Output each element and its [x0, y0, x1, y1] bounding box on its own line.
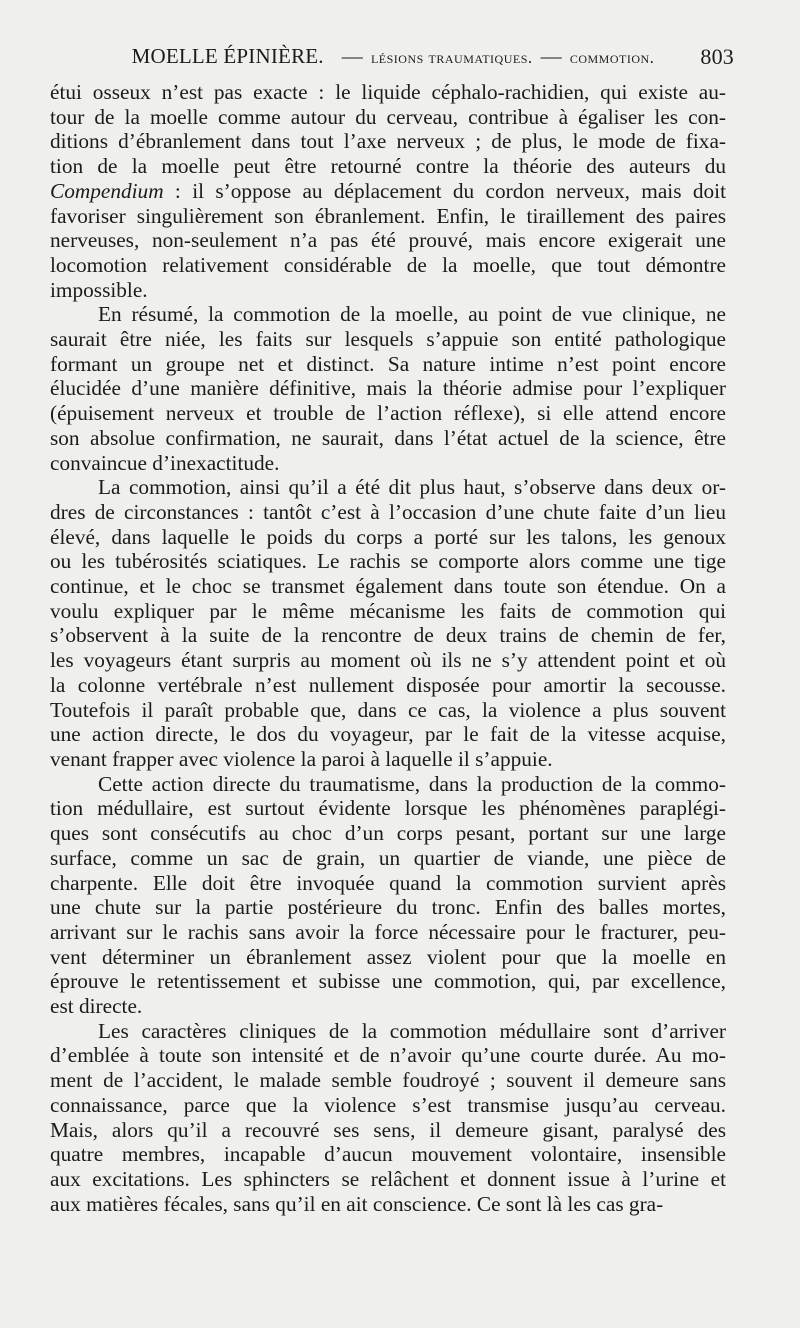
text-line: une chute sur la partie postérieure du tronc. Enfin des balles mortes, [50, 895, 726, 920]
text-line: locomotion relativement considérable de la moelle, que tout démontre [50, 252, 726, 277]
text-line: aux excitations. Les sphincters se relâchent et donnent issue à l’urine et [50, 1166, 726, 1191]
body-text [50, 80, 726, 1216]
header-title: MOELLE ÉPINIÈRE. [131, 44, 324, 68]
text-line: son absolue confirmation, ne saurait, dans l’état actuel de la science, être [50, 425, 726, 450]
header-separator: — [540, 44, 562, 68]
text-line: surface, comme un sac de grain, un quartier de viande, une pièce de [50, 845, 726, 870]
text-line: d’emblée à toute son intensité et de n’avoir qu’une courte durée. Au mo- [50, 1043, 726, 1068]
text-line: (épuisement nerveux et trouble de l’action réflexe), si elle attend encore [50, 401, 726, 426]
paragraph [50, 475, 726, 771]
text-line: continue, et le choc se transmet également dans toute son étendue. On a [50, 574, 726, 599]
text-line: Mais, alors qu’il a recouvré ses sens, il demeure gisant, paralysé des [50, 1117, 726, 1142]
text-line: Cette action directe du traumatisme, dans la production de la commo- [98, 771, 726, 796]
text-line: les voyageurs étant surpris au moment où ils ne s’y attendent point et où [50, 648, 726, 673]
text-line: élevé, dans laquelle le poids du corps a porté sur les talons, les genoux [50, 524, 726, 549]
text-line: ditions d’ébranlement dans tout l’axe nerveux ; de plus, le mode de fixa- [50, 129, 726, 154]
text-line: convaincue d’inexactitude. [50, 450, 280, 475]
text-line: La commotion, ainsi qu’il a été dit plus haut, s’observe dans deux or- [98, 475, 726, 500]
text-line: tour de la moelle comme autour du cerveau, contribue à égaliser les con- [50, 104, 726, 129]
text-line: ment de l’accident, le malade semble foudroyé ; souvent il demeure sans [50, 1068, 726, 1093]
header-separator: — [341, 44, 363, 68]
text-line: ques sont consécutifs au choc d’un corps pesant, portant sur une large [50, 821, 726, 846]
text-line: venant frapper avec violence la paroi à laquelle il s’appuie. [50, 746, 553, 771]
paragraph [50, 302, 726, 475]
text-line: élucidée d’une manière définitive, mais la théorie admise pour l’expliquer [50, 376, 726, 401]
text-line: s’observent à la suite de la rencontre de deux trains de chemin de fer, [50, 623, 726, 648]
paragraph [50, 772, 726, 1019]
text-line: tion médullaire, est surtout évidente lorsque les phénomènes paraplégi- [50, 796, 726, 821]
text-line: ou les tubérosités sciatiques. Le rachis se comporte alors comme une tige [50, 549, 726, 574]
text-line: arrivant sur le rachis sans avoir la force nécessaire pour le fracturer, peu- [50, 919, 726, 944]
text-line: Toutefois il paraît probable que, dans ce cas, la violence a plus souvent [50, 697, 726, 722]
text-line: quatre membres, incapable d’aucun mouvement volontaire, insensible [50, 1142, 726, 1167]
text-line: étui osseux n’est pas exacte : le liquide céphalo-rachidien, qui existe au- [50, 80, 726, 104]
text-line: est directe. [50, 994, 143, 1019]
text-line: Compendium : il s’oppose au déplacement du cordon nerveux, mais doit [50, 178, 726, 203]
text-line: formant un groupe net et distinct. Sa nature intime n’est point encore [50, 351, 726, 376]
running-header [52, 44, 734, 74]
page-number: 803 [700, 44, 734, 69]
header-section: lésions traumatiques. [370, 48, 533, 67]
text-line: impossible. [50, 277, 148, 302]
paragraph [50, 80, 726, 302]
text-line: tion de la moelle peut être retourné contre la théorie des auteurs du [50, 154, 726, 179]
text-line: En résumé, la commotion de la moelle, au point de vue clinique, ne [98, 302, 726, 327]
text-line: nerveuses, non-seulement n’a pas été prouvé, mais encore exigerait une [50, 228, 726, 253]
text-line: éprouve le retentissement et subisse une commotion, qui, par excellence, [50, 969, 726, 994]
text-line: favoriser singulièrement son ébranlement. Enfin, le tiraillement des paires [50, 203, 726, 228]
text-line: voulu expliquer par le même mécanisme les faits de commotion qui [50, 598, 726, 623]
text-line: aux matières fécales, sans qu’il en ait conscience. Ce sont là les cas gra- [50, 1191, 664, 1216]
text-line: saurait être niée, les faits sur lesquels s’appuie son entité pathologique [50, 327, 726, 352]
text-line: charpente. Elle doit être invoquée quand la commotion survient après [50, 870, 726, 895]
text-line: connaissance, parce que la violence s’est transmise jusqu’au cerveau. [50, 1092, 726, 1117]
text-line: vent déterminer un ébranlement assez violent pour que la moelle en [50, 944, 726, 969]
text-line: dres de circonstances : tantôt c’est à l’occasion d’une chute faite d’un lieu [50, 499, 726, 524]
text-line: la colonne vertébrale n’est nullement disposée pour amortir la secousse. [50, 672, 726, 697]
text-line: Les caractères cliniques de la commotion médullaire sont d’arriver [98, 1018, 726, 1043]
header-subsection: commotion. [569, 48, 655, 67]
text-line: une action directe, le dos du voyageur, par le fait de la vitesse acquise, [50, 722, 726, 747]
paragraph [50, 1019, 726, 1217]
